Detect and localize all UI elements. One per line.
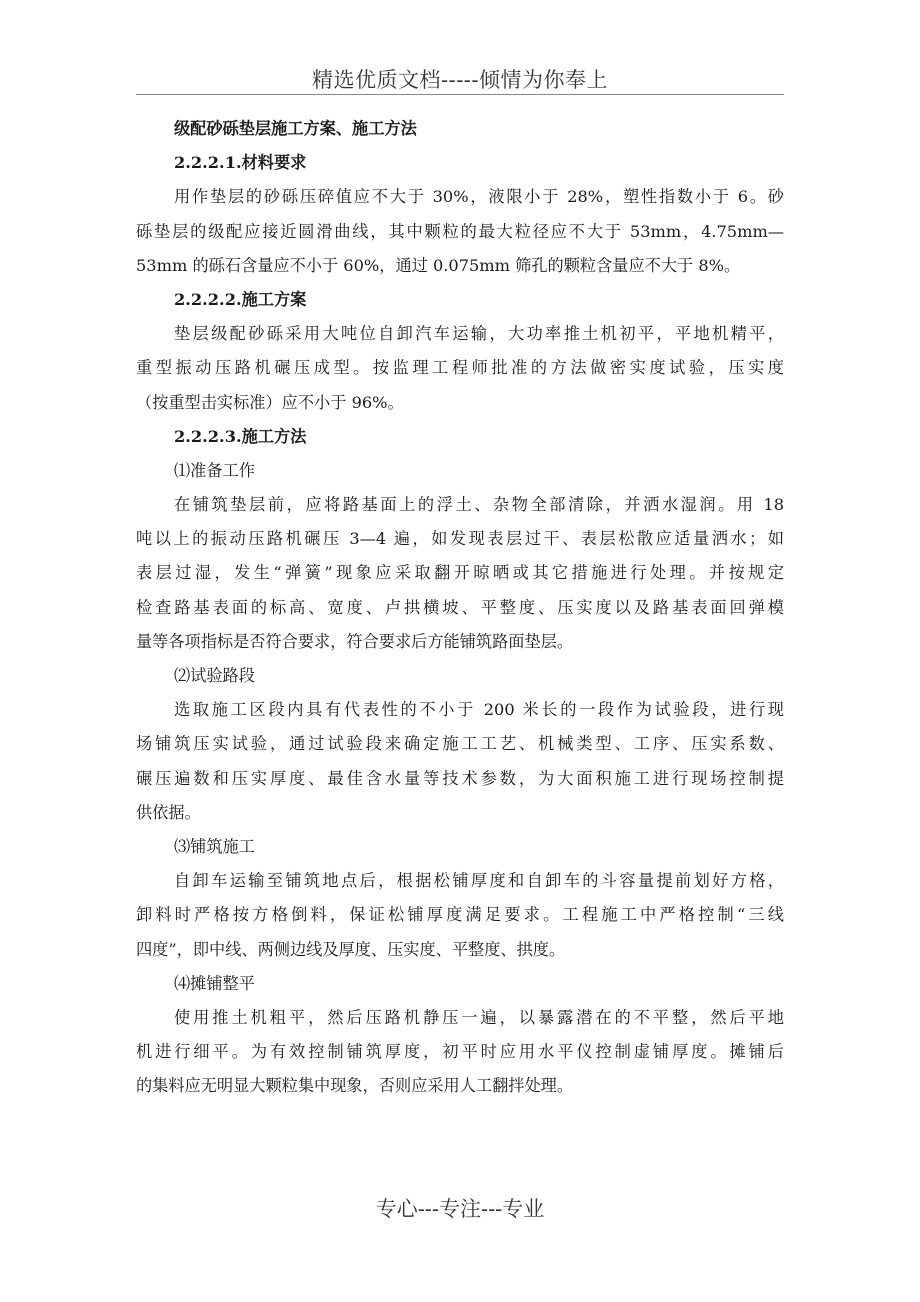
paragraph-line: 自卸车运输至铺筑地点后，根据松铺厚度和自卸车的斗容量提前划好方格， [174, 871, 784, 891]
subsection-heading: ⑷摊铺整平 [174, 973, 255, 993]
paragraph-line: 吨以上的振动压路机碾压 3—4 遍，如发现表层过干、表层松散应适量洒水；如 [136, 529, 784, 549]
page-footer-text: 专心---专注---专业 [375, 1197, 545, 1221]
paragraph-line: 机进行细平。为有效控制铺筑厚度，初平时应用水平仪控制虚铺厚度。摊铺后 [136, 1042, 784, 1062]
section-heading: 2.2.2.2.施工方案 [174, 289, 307, 309]
paragraph-line: 在铺筑垫层前，应将路基面上的浮土、杂物全部清除，并洒水湿润。用 18 [174, 495, 784, 515]
subsection-heading: ⑵试验路段 [174, 666, 255, 685]
paragraph-line: 场铺筑压实试验，通过试验段来确定施工工艺、机械类型、工序、压实系数、 [136, 734, 784, 754]
section-heading: 2.2.2.1.材料要求 [174, 153, 307, 173]
document-body [136, 112, 784, 1103]
paragraph-line: 选取施工区段内具有代表性的不小于 200 米长的一段作为试验段，进行现 [174, 700, 784, 720]
paragraph-line: 使用推土机粗平，然后压路机静压一遍，以暴露潜在的不平整，然后平地 [174, 1007, 784, 1027]
paragraph-line: 垫层级配砂砾采用大吨位自卸汽车运输，大功率推土机初平，平地机精平， [174, 324, 784, 344]
subsection-heading: ⑴准备工作 [174, 460, 255, 480]
paragraph-line: 砾垫层的级配应接近圆滑曲线，其中颗粒的最大粒径应不大于 53mm，4.75mm— [136, 221, 784, 241]
subsection-heading: ⑶铺筑施工 [174, 836, 255, 856]
paragraph-line: （按重型击实标准）应不小于 96%。 [136, 392, 404, 412]
paragraph-line: 用作垫层的砂砾压碎值应不大于 30%，液限小于 28%，塑性指数小于 6。砂 [174, 187, 784, 207]
section-heading: 2.2.2.3.施工方法 [174, 426, 307, 446]
paragraph-line: 重型振动压路机碾压成型。按监理工程师批准的方法做密实度试验，压实度 [136, 358, 784, 378]
paragraph-line: 检查路基表面的标高、宽度、卢拱横坡、平整度、压实度以及路基表面回弹模 [136, 597, 784, 617]
paragraph-line: 的集料应无明显大颗粒集中现象，否则应采用人工翻拌处理。 [136, 1076, 574, 1096]
paragraph-line: 供依据。 [136, 802, 201, 822]
paragraph-line: 表层过湿，发生“弹簧”现象应采取翻开晾晒或其它措施进行处理。并按规定 [136, 563, 784, 583]
paragraph-line: 量等各项指标是否符合要求，符合要求后方能铺筑路面垫层。 [136, 631, 574, 651]
page-header-title: 精选优质文档-----倾情为你奉上 [312, 68, 608, 92]
paragraph-line: 卸料时严格按方格倒料，保证松铺厚度满足要求。工程施工中严格控制“三线 [136, 905, 784, 925]
header-divider [136, 94, 784, 95]
paragraph-line: 四度”，即中线、两侧边线及厚度、压实度、平整度、拱度。 [136, 939, 566, 959]
paragraph-line: 53mm 的砾石含量应不小于 60%，通过 0.075mm 筛孔的颗粒含量应不大于 8%。 [136, 255, 741, 275]
document-title: 级配砂砾垫层施工方案、施工方法 [174, 119, 417, 138]
paragraph-line: 碾压遍数和压实厚度、最佳含水量等技术参数，为大面积施工进行现场控制提 [136, 768, 784, 788]
